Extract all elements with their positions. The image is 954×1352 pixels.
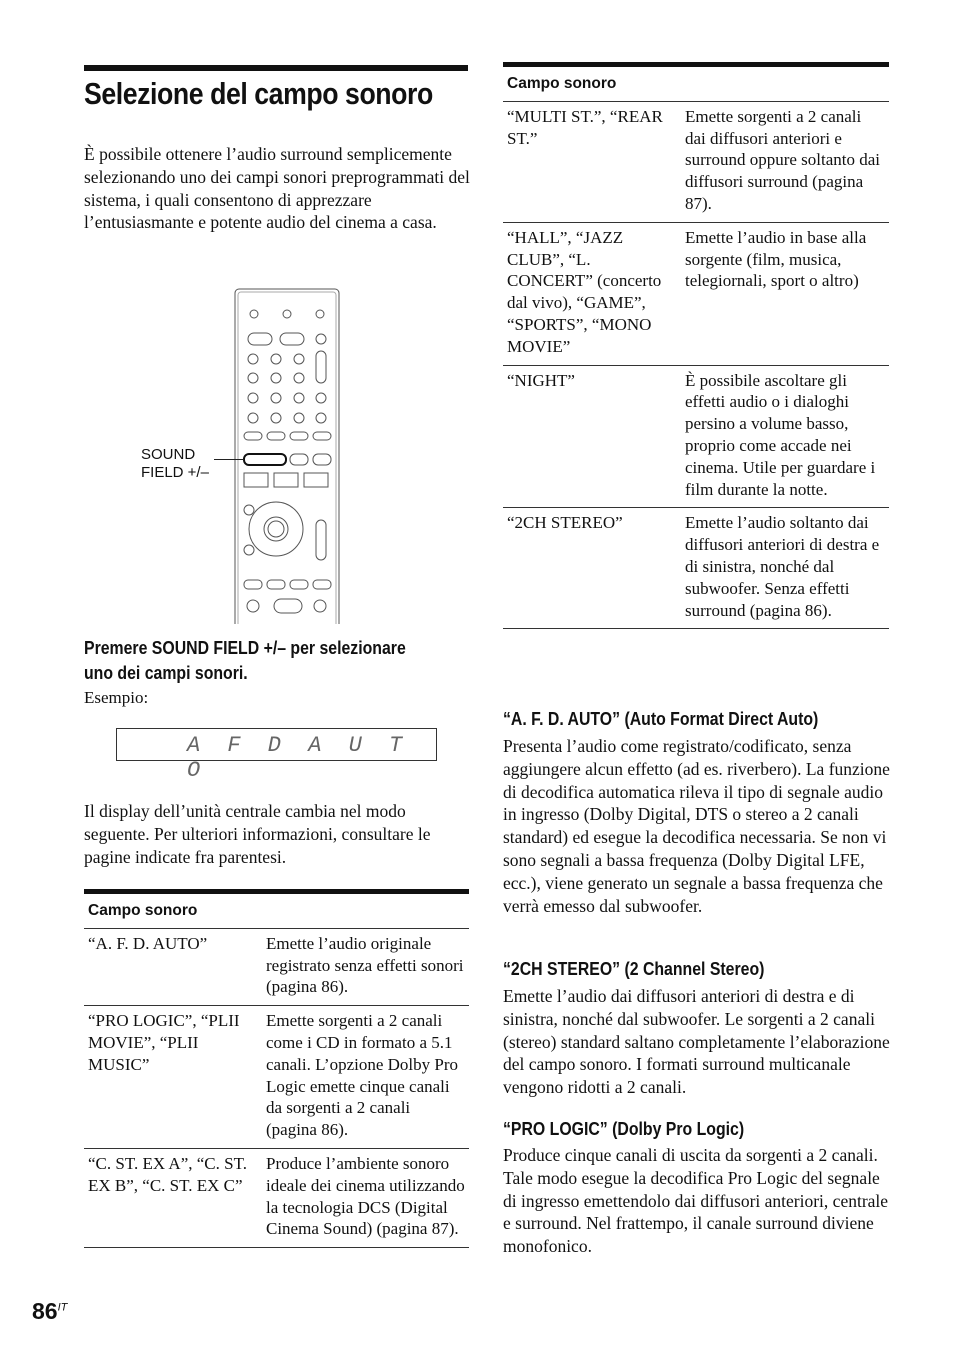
mode-description: Emette sorgenti a 2 canali come i CD in formato a 5.1 canali. L’opzione Dolby Pro Logic emette cinque canali da sorgenti a 2 canali (pagina 86). xyxy=(262,1006,469,1149)
sound-field-table-left xyxy=(84,889,469,1248)
page-title: Selezione del campo sonoro xyxy=(84,76,433,111)
sound-field-table-right xyxy=(503,62,889,629)
page-number: $86^{IT}$ xyxy=(32,1298,68,1324)
table-row xyxy=(503,101,889,222)
section-heading-prologic: “PRO LOGIC” (Dolby Pro Logic) xyxy=(503,1119,745,1139)
table-row xyxy=(503,508,889,629)
mode-name: “PRO LOGIC”, “PLII MOVIE”, “PLII MUSIC” xyxy=(84,1006,262,1149)
intro-paragraph: È possibile ottenere l’audio surround semplicemente selezionando uno dei campi sonori preprogrammati del sistema, i quali consentono di apprezzare l’entusiasmante e potente audio del cinema a casa. xyxy=(84,144,470,233)
sound-field-callout: SOUND FIELD +/– xyxy=(141,446,209,481)
mode-name: “A. F. D. AUTO” xyxy=(84,928,262,1005)
display-text: A F D A U T O xyxy=(187,733,410,783)
mode-name: “C. ST. EX A”, “C. ST. EX B”, “C. ST. EX C” xyxy=(84,1148,262,1247)
mode-name: “MULTI ST.”, “REAR ST.” xyxy=(503,101,681,222)
section-body-prologic: Produce cinque canali di uscita da sorgenti a 2 canali. Tale modo esegue la decodifica Pro Logic del segnale di ingresso emettendolo dai diffusori anteriori, centrale e surround. Nel frattempo, il canale surround diviene monofonico. xyxy=(503,1145,889,1257)
step-instruction: Premere SOUND FIELD +/– per selezionare uno dei campi sonori. xyxy=(84,638,406,683)
mode-name: “NIGHT” xyxy=(503,365,681,508)
table-row xyxy=(84,928,469,1005)
remote-control-illustration xyxy=(234,288,340,624)
mode-name: “2CH STEREO” xyxy=(503,508,681,629)
section-body-afd: Presenta l’audio come registrato/codificato, senza aggiungere alcun effetto (ad es. riverbero). La funzione di decodifica automatica rileva il tipo di segnale audio in ingresso (Dolby Digital, DTS o stereo a 2 canali standard) ed esegue la decodifica necessaria. Se non vi sono segnali a bassa frequenza (Dolby Digital LFE, ecc.), viene generato un segnale a bassa frequenza che verrà emesso dal subwoofer. xyxy=(503,736,890,916)
table-row xyxy=(503,222,889,365)
display-paragraph: Il display dell’unità centrale cambia nel modo seguente. Per ulteriori informazioni, consultare le pagine indicate fra parentesi. xyxy=(84,801,431,867)
table-row xyxy=(503,365,889,508)
mode-description: Produce l’ambiente sonoro ideale dei cinema utilizzando la tecnologia DCS (Digital Cinema Sound) (pagina 87). xyxy=(262,1148,469,1247)
mode-description: Emette l’audio in base alla sorgente (film, musica, telegiornali, sport o altro) xyxy=(681,222,889,365)
mode-name: “HALL”, “JAZZ CLUB”, “L. CONCERT” (concerto dal vivo), “GAME”, “SPORTS”, “MONO MOVIE” xyxy=(503,222,681,365)
section-heading-afd: “A. F. D. AUTO” (Auto Format Direct Auto) xyxy=(503,709,819,729)
display-example-box xyxy=(116,728,437,783)
mode-description: Emette sorgenti a 2 canali dai diffusori anteriori e surround oppure soltanto dai diffusori surround (pagina 87). xyxy=(681,101,889,222)
title-rule xyxy=(84,65,468,71)
table-row xyxy=(84,1148,469,1247)
table-header: Campo sonoro xyxy=(84,892,469,929)
mode-description: Emette l’audio originale registrato senza effetti sonori (pagina 86). xyxy=(262,928,469,1005)
table-header: Campo sonoro xyxy=(503,65,889,102)
mode-description: È possibile ascoltare gli effetti audio o i dialoghi persino a volume basso, proprio come accade nei cinema. Utile per guardare i film durante la notte. xyxy=(681,365,889,508)
callout-line xyxy=(214,459,244,460)
mode-description: Emette l’audio soltanto dai diffusori anteriori di destra e di sinistra, nonché dal subwoofer. Senza effetti surround (pagina 86). xyxy=(681,508,889,629)
section-body-2ch: Emette l’audio dai diffusori anteriori di destra e di sinistra, nonché dal subwoofer. Le sorgenti a 2 canali (stereo) standard saltano completamente l’elaborazione del campo sonoro. I formati surround multicanale vengono ridotti a 2 canali. xyxy=(503,986,890,1098)
table-row xyxy=(84,1006,469,1149)
section-heading-2ch: “2CH STEREO” (2 Channel Stereo) xyxy=(503,959,765,979)
example-label: Esempio: xyxy=(84,688,149,707)
